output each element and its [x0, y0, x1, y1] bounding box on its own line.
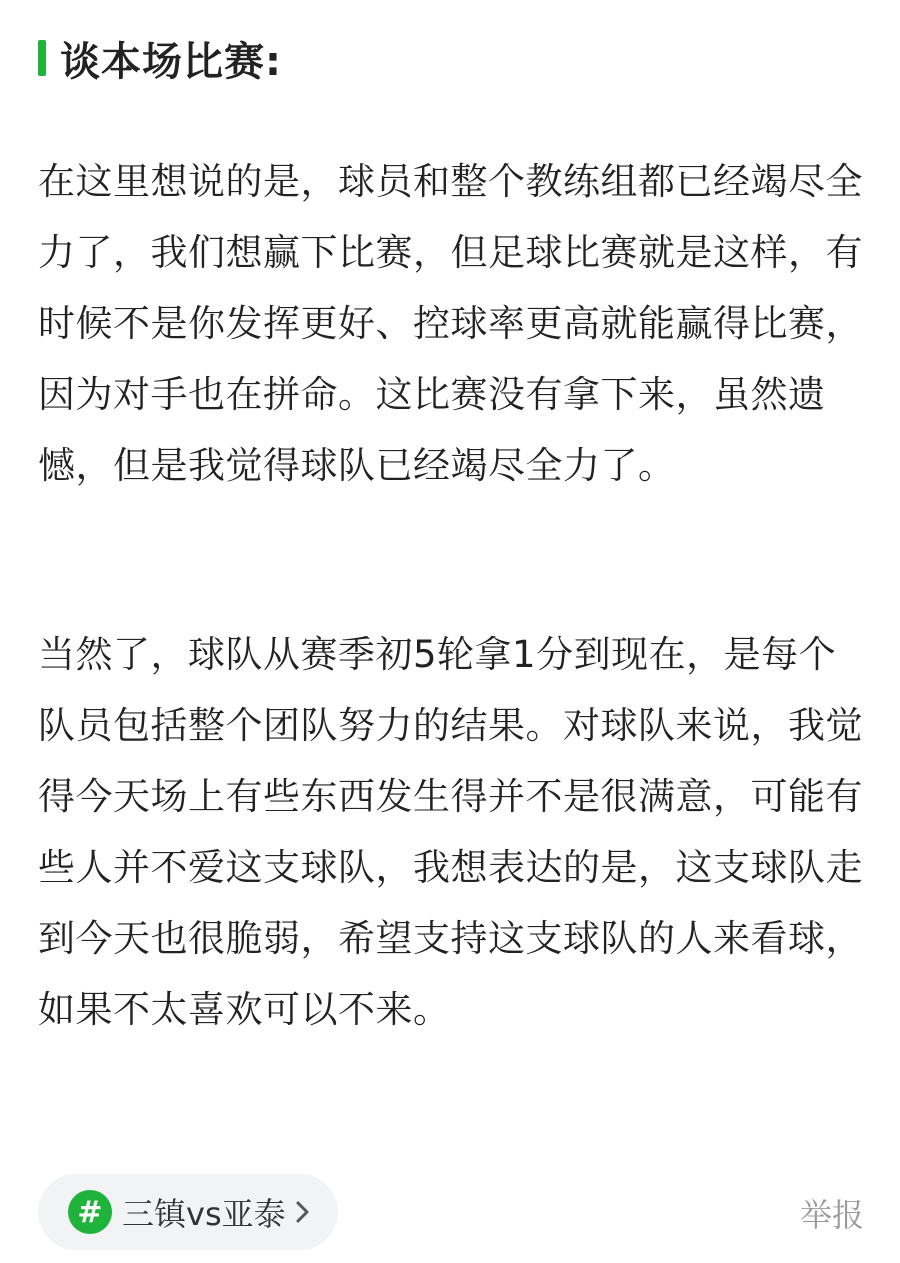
topic-label: 三镇vs亚泰: [122, 1195, 286, 1233]
chevron-right-icon: [294, 1197, 312, 1227]
article-paragraph-2: 当然了，球队从赛季初5轮拿1分到现在，是每个队员包括整个团队努力的结果。对球队来说，我觉得今天场上有些东西发生得并不是很满意，可能有些人并不爱这支球队，我想表达的是，这支球队走到今天也很脆弱，希望支持这支球队的人来看球，如果不太喜欢可以不来。: [38, 633, 863, 1031]
section-header: [38, 30, 282, 86]
accent-bar: [38, 40, 46, 76]
section-title: 谈本场比赛:: [60, 38, 282, 85]
report-button[interactable]: 举报: [799, 1196, 864, 1234]
article-paragraph-1: 在这里想说的是，球员和整个教练组都已经竭尽全力了，我们想赢下比赛，但足球比赛就是这样，有时候不是你发挥更好、控球率更高就能赢得比赛，因为对手也在拼命。这比赛没有拿下来，虽然遗憾，但是我觉得球队已经竭尽全力了。: [38, 160, 863, 487]
topic-chip[interactable]: [38, 1174, 338, 1250]
hashtag-icon: #: [68, 1190, 112, 1234]
